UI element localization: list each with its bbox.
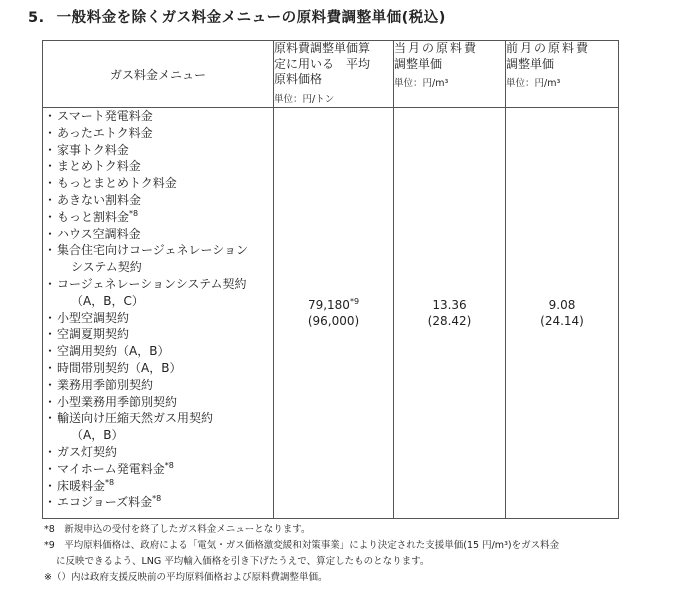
section-heading — [28, 6, 446, 27]
menu-list — [43, 108, 273, 511]
menu-item — [43, 394, 273, 411]
average-price-before-support: (96,000) — [307, 314, 360, 328]
footnote-8: *8 新規申込の受付を終了したガス料金メニューとなります。 — [44, 524, 311, 535]
footnote-parentheses: ※（）内は政府支援反映前の平均原料価格および原料費調整単価。 — [44, 572, 328, 583]
menu-item — [43, 125, 273, 142]
bullet: ・ — [43, 444, 56, 459]
header-current-month — [394, 41, 506, 108]
header-current-unit: 単位：円/m³ — [394, 78, 449, 89]
footnote-9-line1: *9 平均原料価格は、政府による「電気・ガス価格激変緩和対策事業」により決定された支援単価(15 円/m³)をガス料金 — [44, 540, 560, 551]
menu-item-name: 集合住宅向けコージェネレーション — [57, 243, 249, 258]
menu-item — [43, 242, 273, 276]
menu-item-name: エコジョーズ料金 — [57, 495, 153, 510]
section-number: 5. — [28, 10, 45, 26]
bullet: ・ — [43, 209, 56, 224]
bullet: ・ — [43, 159, 56, 174]
menu-item — [43, 377, 273, 394]
menu-item — [43, 444, 273, 461]
header-current-line2: 調整単価 — [394, 56, 443, 71]
menu-item — [43, 142, 273, 159]
current-month-value: 13.36 — [432, 298, 467, 312]
menu-item — [43, 360, 273, 377]
menu-list-cell — [43, 108, 274, 519]
menu-item-continuation: システム契約 — [71, 260, 142, 275]
average-price-cell — [274, 108, 394, 519]
header-previous-line2: 調整単価 — [506, 56, 555, 71]
current-month-before-support: (28.42) — [427, 314, 472, 328]
menu-item-note: *8 — [129, 208, 139, 218]
menu-item-name: まとめトク料金 — [57, 159, 141, 174]
menu-item-name: 空調夏期契約 — [57, 327, 130, 342]
header-average-line2: 定に用いる 平均 — [274, 56, 371, 71]
menu-item-name: ハウス空調料金 — [57, 226, 141, 241]
menu-item-note: *8 — [105, 477, 115, 487]
menu-item-name: ガス灯契約 — [57, 444, 118, 459]
header-average-line1: 原料費調整単価算 — [274, 41, 371, 55]
footnote-9-line2: に反映できるよう、LNG 平均輸入価格を引き下げたうえで、算定したものとなります。 — [56, 556, 430, 567]
menu-item-name: 時間帯別契約（A，B） — [57, 360, 182, 375]
bullet: ・ — [43, 327, 56, 342]
menu-item-name: スマート発電料金 — [57, 109, 153, 123]
header-current-line1: 当月の原料費 — [394, 41, 479, 55]
bullet: ・ — [43, 109, 56, 123]
menu-item — [43, 276, 273, 310]
menu-item-name: 家事トク料金 — [57, 142, 129, 157]
menu-item-continuation: （A，B） — [71, 428, 124, 443]
menu-item-name: 小型空調契約 — [57, 310, 130, 325]
menu-item-continuation: （A，B，C） — [71, 293, 144, 308]
average-price-note: *9 — [349, 297, 360, 306]
average-price-value: 79,180 — [307, 298, 350, 312]
previous-month-value: 9.08 — [548, 298, 576, 312]
menu-item — [43, 158, 273, 175]
menu-item-name: マイホーム発電料金 — [57, 461, 165, 476]
table-row — [43, 108, 619, 519]
menu-item-note: *8 — [164, 460, 174, 470]
menu-item — [43, 192, 273, 209]
bullet: ・ — [43, 192, 56, 207]
menu-item — [43, 461, 273, 478]
bullet: ・ — [43, 125, 56, 140]
menu-item — [43, 310, 273, 327]
previous-month-cell — [506, 108, 619, 519]
header-menu: ガス料金メニュー — [43, 41, 274, 108]
menu-item — [43, 209, 273, 226]
footnotes — [44, 522, 559, 586]
menu-item-name: 業務用季節別契約 — [57, 377, 154, 392]
menu-item-name: 床暖料金 — [57, 478, 106, 493]
menu-item-name: 空調用契約（A，B） — [57, 344, 170, 359]
bullet: ・ — [43, 411, 56, 426]
menu-item-note: *8 — [152, 494, 162, 504]
menu-item — [43, 478, 273, 495]
bullet: ・ — [43, 176, 56, 191]
header-previous-unit: 単位：円/m³ — [506, 78, 561, 89]
bullet: ・ — [43, 461, 56, 476]
bullet: ・ — [43, 310, 56, 325]
menu-item — [43, 494, 273, 511]
menu-item-name: コージェネレーションシステム契約 — [57, 276, 247, 291]
bullet: ・ — [43, 478, 56, 493]
table-header-row — [43, 41, 619, 108]
menu-item — [43, 410, 273, 444]
menu-item-name: 輸送向け圧縮天然ガス用契約 — [57, 411, 214, 426]
menu-item-name: もっと割料金 — [57, 209, 130, 224]
previous-month-before-support: (24.14) — [540, 314, 584, 328]
section-title: 一般料金を除くガス料金メニューの原料費調整単価(税込) — [56, 10, 446, 26]
price-table — [42, 40, 619, 519]
header-average-unit: 単位：円/トン — [274, 93, 335, 105]
bullet: ・ — [43, 495, 56, 510]
header-previous-line1: 前月の原料費 — [506, 41, 591, 55]
bullet: ・ — [43, 243, 56, 258]
menu-item-name: 小型業務用季節別契約 — [57, 394, 178, 409]
menu-item — [43, 226, 273, 243]
bullet: ・ — [43, 226, 56, 241]
current-month-cell — [394, 108, 506, 519]
menu-item-name: あったエトク料金 — [57, 125, 153, 140]
bullet: ・ — [43, 360, 56, 375]
header-average-line3: 原料価格 — [274, 72, 323, 86]
header-previous-month — [506, 41, 619, 108]
menu-item — [43, 175, 273, 192]
menu-item — [43, 343, 273, 360]
bullet: ・ — [43, 344, 56, 359]
bullet: ・ — [43, 394, 56, 409]
bullet: ・ — [43, 377, 56, 392]
menu-item-name: もっとまとめトク料金 — [57, 176, 177, 191]
menu-item — [43, 326, 273, 343]
bullet: ・ — [43, 142, 56, 157]
bullet: ・ — [43, 276, 56, 291]
menu-item — [43, 108, 273, 125]
header-average-price — [274, 41, 394, 108]
menu-item-name: あきない割料金 — [57, 192, 142, 207]
